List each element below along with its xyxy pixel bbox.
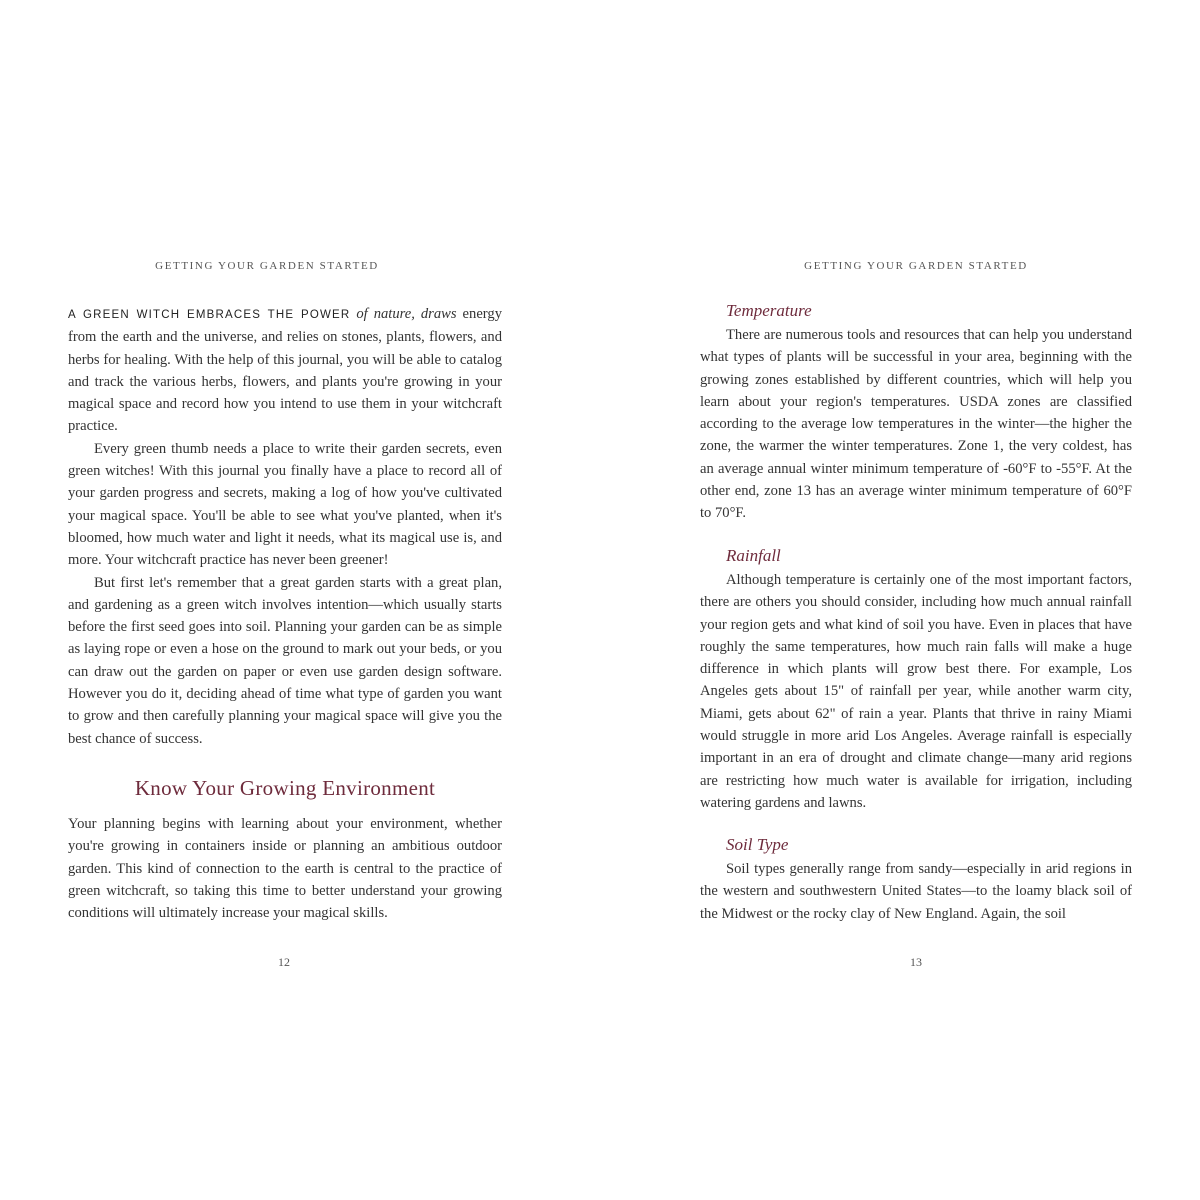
paragraph-soil-type: Soil types generally range from sandy—especially in arid regions in the western and southwestern United States—to the loamy black soil of the Midwest or the rocky clay of New England. Again, the soil: [700, 861, 1132, 922]
left-body-text-2: [68, 813, 502, 924]
subheading-soil-type: Soil Type: [726, 835, 789, 854]
paragraph-rainfall: Although temperature is certainly one of the most important factors, there are others you should consider, including how much annual rainfall your region gets and what kind of soil you have. Even in places that have roughly the same temperatures, how much rain falls will make a huge difference in which plants will grow best there. For example, Los Angeles gets about 15" of rainfall per year, while another warm city, Miami, gets about 62" of rain a year. Plants that thrive in rainy Miami would struggle in more arid Los Angeles. Average rainfall is especially important in an era of drought and climate change—many arid regions are restricting how much water is available for irrigation, including watering gardens and lawns.: [700, 572, 1132, 811]
section-heading: Know Your Growing Environment: [134, 776, 436, 800]
subheading-rainfall: Rainfall: [726, 546, 781, 565]
left-page: [68, 0, 502, 1200]
running-head-right: GETTING YOUR GARDEN STARTED: [804, 260, 1028, 272]
paragraph-great-plan: But first let's remember that a great garden starts with a great plan, and gardening as a green witch involves intention—which usually starts before the first seed goes into soil. Planning your garden can be as simple as laying rope or even a hose on the ground to mark out your beds, or you can draw out the garden on paper or even use garden design software. However you do it, deciding ahead of time what type of garden you want to grow and then carefully planning your magical space will give you the best chance of success.: [68, 574, 502, 747]
left-body-text: [68, 303, 502, 750]
intro-paragraph: [68, 303, 502, 438]
paragraph-temperature: There are numerous tools and resources that can help you understand what types of plants will be successful in your area, beginning with the growing zones established by different countries, which will help you learn about your region's temperatures. USDA zones are classified according to the average low temperatures in the winter—the higher the zone, the warmer the winter temperatures. Zone 1, the very coldest, has an average annual winter minimum temperature of -60°F to -55°F. At the other end, zone 13 has an average winter minimum temperature of 60°F to 70°F.: [700, 327, 1132, 522]
section-soil-type: [700, 834, 1132, 925]
intro-small-caps: A GREEN WITCH EMBRACES THE POWER: [68, 309, 351, 321]
intro-italic: of nature, draws: [350, 306, 457, 322]
subheading-temperature: Temperature: [726, 301, 812, 320]
paragraph-green-thumb: Every green thumb needs a place to write their garden secrets, even green witches! With this journal you finally have a place to record all of your garden progress and secrets, making a log of how you've cultivated your magical space. You'll be able to see what you've planted, when it's bloomed, how much water and light it needs, what its magical use is, and more. Your witchcraft practice has never been greener!: [68, 440, 502, 569]
running-head-left: GETTING YOUR GARDEN STARTED: [155, 260, 379, 272]
section-temperature: [700, 300, 1132, 525]
paragraph-environment: Your planning begins with learning about your environment, whether you're growing in containers inside or planning an ambitious outdoor garden. This kind of connection to the earth is central to the practice of green witchcraft, so taking this time to better understand your growing conditions will ultimately increase your magical skills.: [68, 816, 502, 922]
right-page: [700, 0, 1132, 1200]
page-number-right: 13: [910, 955, 922, 969]
page-number-left: 12: [278, 955, 290, 969]
intro-rest: energy from the earth and the universe, and relies on stones, plants, flowers, and herbs for healing. With the help of this journal, you will be able to catalog and track the various herbs, flowers, and plants you're growing in your magical space and record how you intend to use them in your witchcraft practice.: [68, 306, 502, 435]
section-rainfall: [700, 545, 1132, 814]
